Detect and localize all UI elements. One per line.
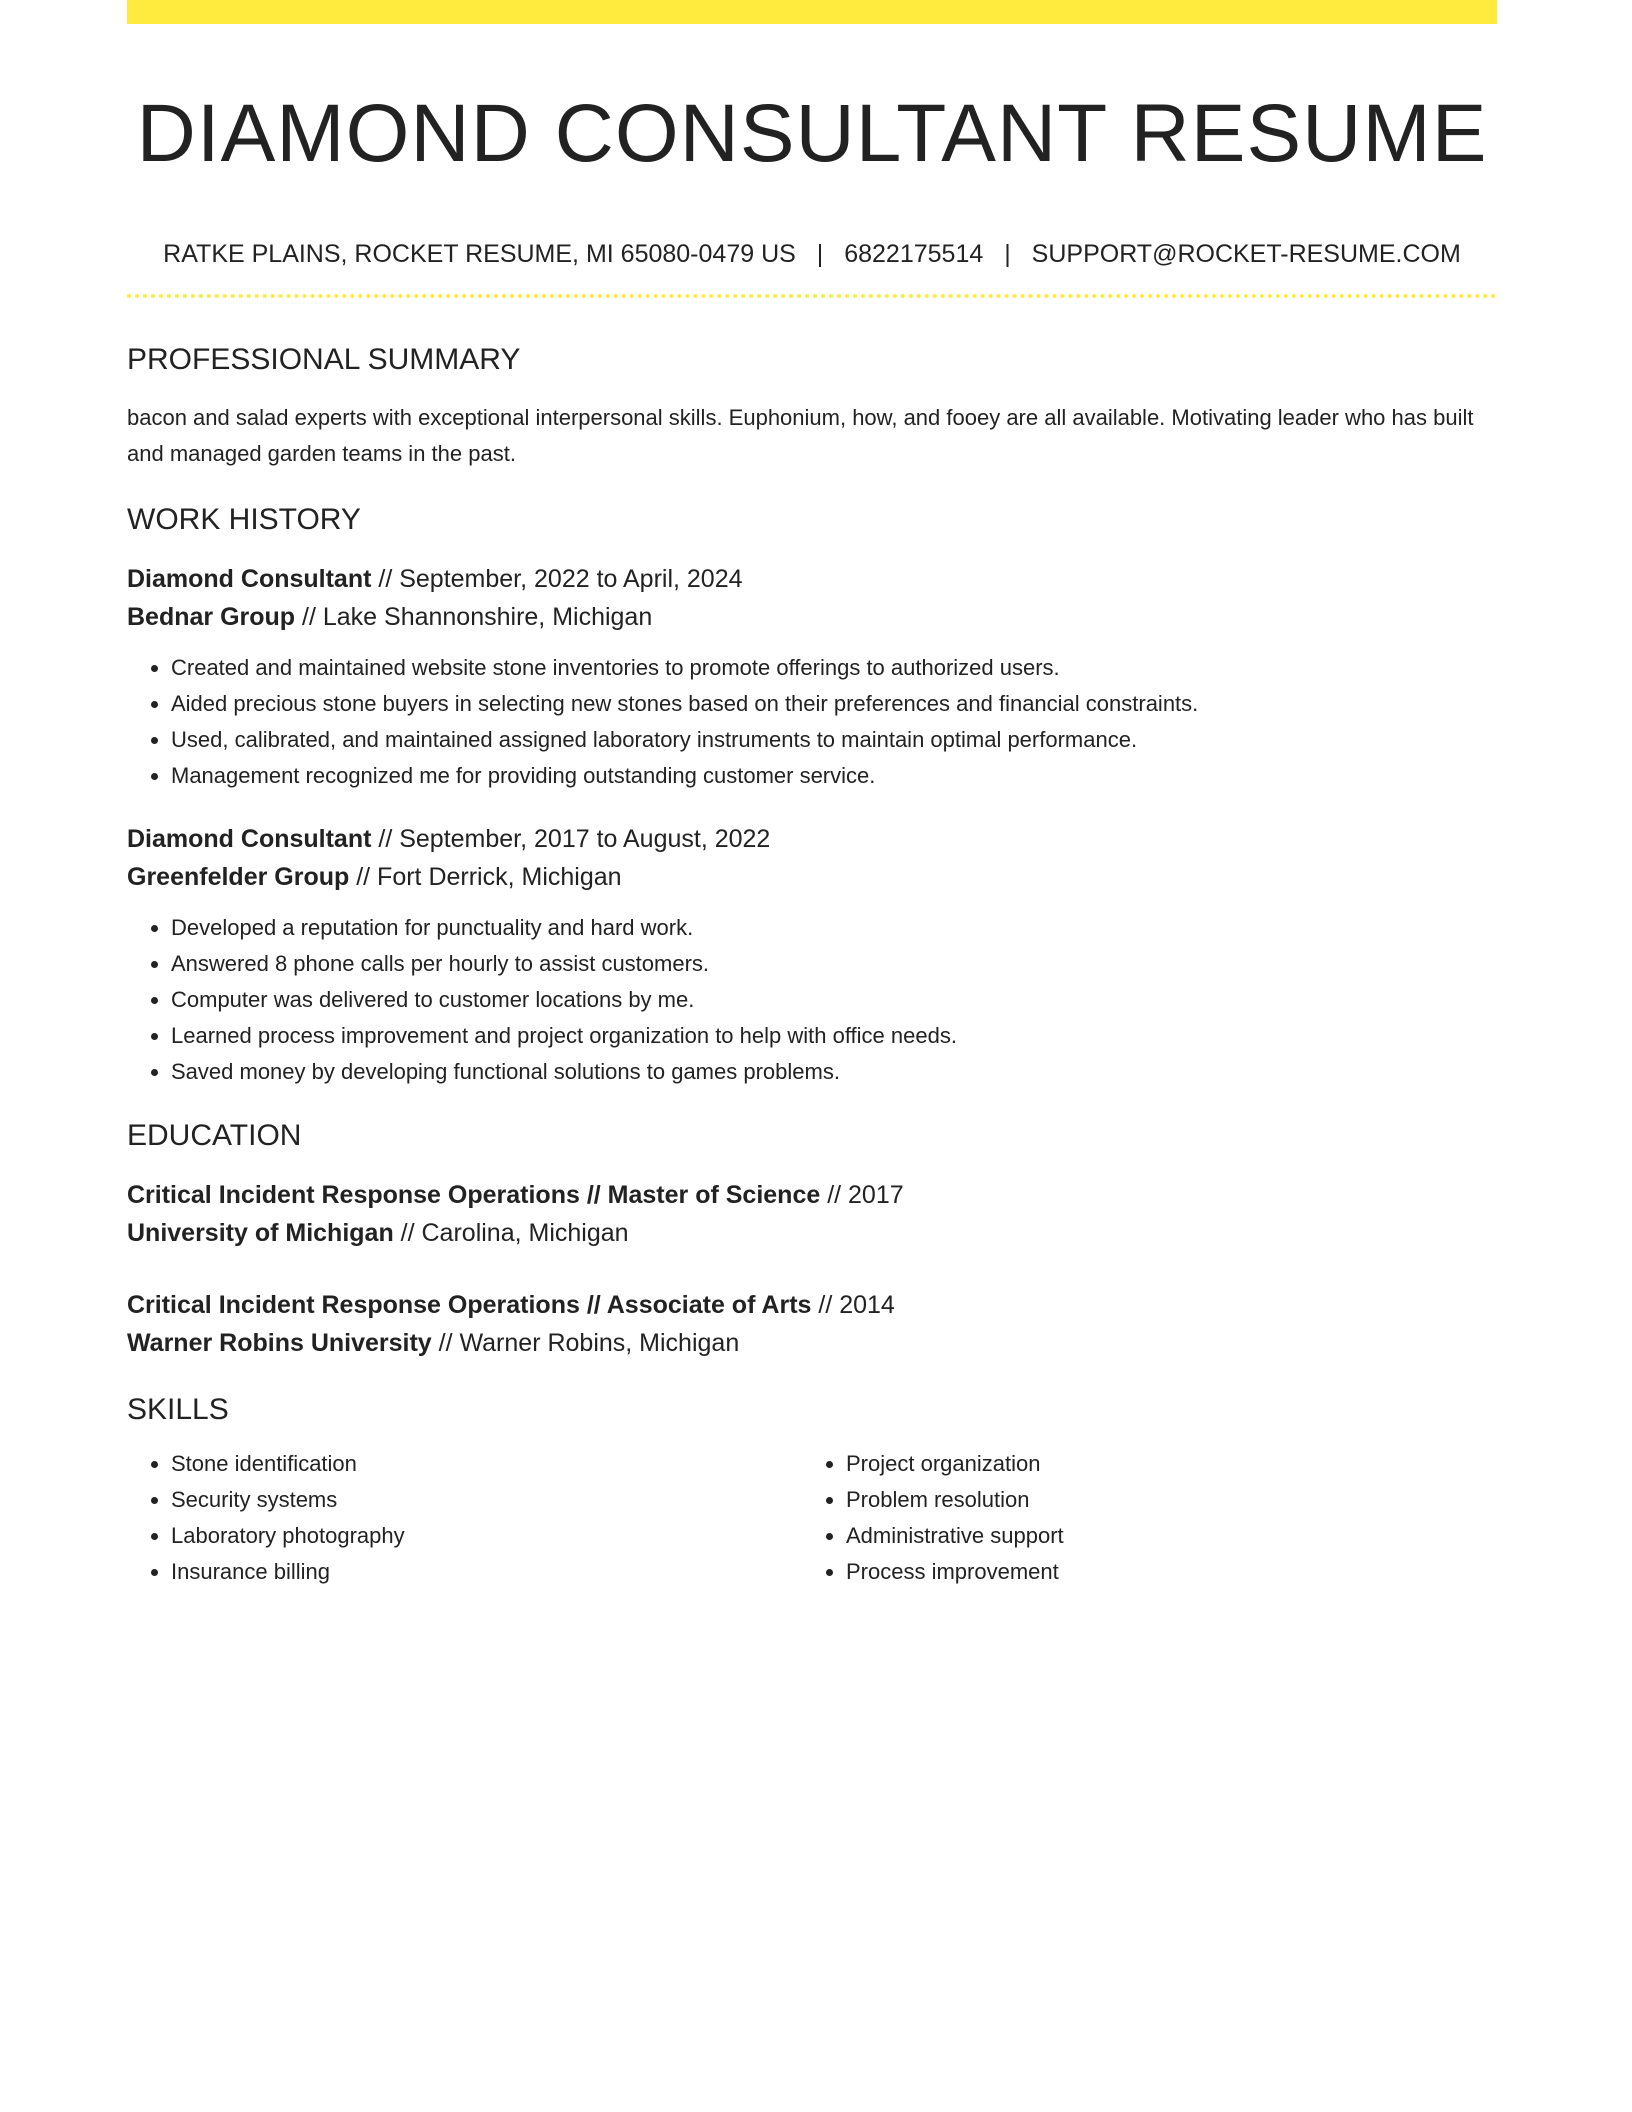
skill-item: • Stone identification — [171, 1446, 802, 1482]
education-degree: Critical Incident Response Operations // Associate of Arts — [127, 1291, 812, 1319]
job-company-line — [127, 858, 1497, 896]
contact-separator: | — [1004, 240, 1011, 268]
skills-column-right — [802, 1446, 1477, 1590]
education-school-line — [127, 1324, 1497, 1362]
section-title-work-history: WORK HISTORY — [127, 503, 361, 536]
contact-email: SUPPORT@ROCKET-RESUME.COM — [1031, 240, 1461, 268]
skill-item: • Laboratory photography — [171, 1518, 802, 1554]
job-role-line — [127, 820, 1497, 858]
job-bullets — [127, 650, 1497, 794]
accent-top-bar — [127, 0, 1497, 24]
education-year: // 2017 — [820, 1181, 904, 1209]
job-bullet: • Used, calibrated, and maintained assigned laboratory instruments to maintain optimal performance. — [171, 722, 1497, 758]
resume-title: DIAMOND CONSULTANT RESUME — [136, 88, 1488, 179]
contact-separator: | — [816, 240, 824, 268]
job-bullets — [127, 910, 1497, 1090]
job-bullet: • Developed a reputation for punctuality and hard work. — [171, 910, 1497, 946]
job-role: Diamond Consultant — [127, 825, 372, 853]
job-bullet: • Management recognized me for providing outstanding customer service. — [171, 758, 1497, 794]
job-bullet: • Answered 8 phone calls per hourly to assist customers. — [171, 946, 1497, 982]
skills-list — [802, 1446, 1477, 1590]
education-school: University of Michigan — [127, 1219, 394, 1247]
job-bullet: • Created and maintained website stone inventories to promote offerings to authorized users. — [171, 650, 1497, 686]
education-degree-line — [127, 1286, 1497, 1324]
education-degree: Critical Incident Response Operations // Master of Science — [127, 1181, 821, 1209]
summary-text: bacon and salad experts with exceptional interpersonal skills. Euphonium, how, and fooey are all available. Motivating leader who has built and managed garden teams in the past. — [127, 405, 1474, 466]
education-degree-line — [127, 1176, 1497, 1214]
education-school-line — [127, 1214, 1497, 1252]
job-location: // Fort Derrick, Michigan — [349, 863, 622, 891]
education-location: // Carolina, Michigan — [393, 1219, 629, 1247]
dotted-divider — [127, 294, 1497, 298]
job-location: // Lake Shannonshire, Michigan — [295, 603, 653, 631]
skill-item: • Problem resolution — [846, 1482, 1477, 1518]
resume-page — [127, 0, 1497, 1590]
job-bullet: • Aided precious stone buyers in selecting new stones based on their preferences and financial constraints. — [171, 686, 1497, 722]
education-year: // 2014 — [811, 1291, 895, 1319]
job-company: Greenfelder Group — [127, 863, 350, 891]
section-title-summary: PROFESSIONAL SUMMARY — [127, 343, 521, 376]
contact-line — [127, 238, 1497, 270]
job-bullet: • Learned process improvement and project organization to help with office needs. — [171, 1018, 1497, 1054]
job-entry — [127, 560, 1497, 794]
contact-address: RATKE PLAINS, ROCKET RESUME, MI 65080-0479 US — [163, 240, 796, 268]
job-dates: // September, 2017 to August, 2022 — [371, 825, 771, 853]
education-location: // Warner Robins, Michigan — [431, 1329, 740, 1357]
job-entry — [127, 820, 1497, 1090]
section-title-education: EDUCATION — [127, 1119, 302, 1152]
education-school: Warner Robins University — [127, 1329, 432, 1357]
skill-item: • Project organization — [846, 1446, 1477, 1482]
skill-item: • Administrative support — [846, 1518, 1477, 1554]
job-bullet: • Saved money by developing functional solutions to games problems. — [171, 1054, 1497, 1090]
skills-columns — [127, 1446, 1497, 1590]
job-role-line — [127, 560, 1497, 598]
job-company: Bednar Group — [127, 603, 296, 631]
skill-item: • Process improvement — [846, 1554, 1477, 1590]
contact-phone: 6822175514 — [844, 240, 984, 268]
education-entry — [127, 1176, 1497, 1252]
skill-item: • Security systems — [171, 1482, 802, 1518]
job-company-line — [127, 598, 1497, 636]
job-role: Diamond Consultant — [127, 565, 372, 593]
job-bullet: • Computer was delivered to customer locations by me. — [171, 982, 1497, 1018]
skills-list — [127, 1446, 802, 1590]
job-dates: // September, 2022 to April, 2024 — [371, 565, 743, 593]
section-title-skills: SKILLS — [127, 1393, 229, 1426]
education-entry — [127, 1286, 1497, 1362]
skills-column-left — [127, 1446, 802, 1590]
skill-item: • Insurance billing — [171, 1554, 802, 1590]
